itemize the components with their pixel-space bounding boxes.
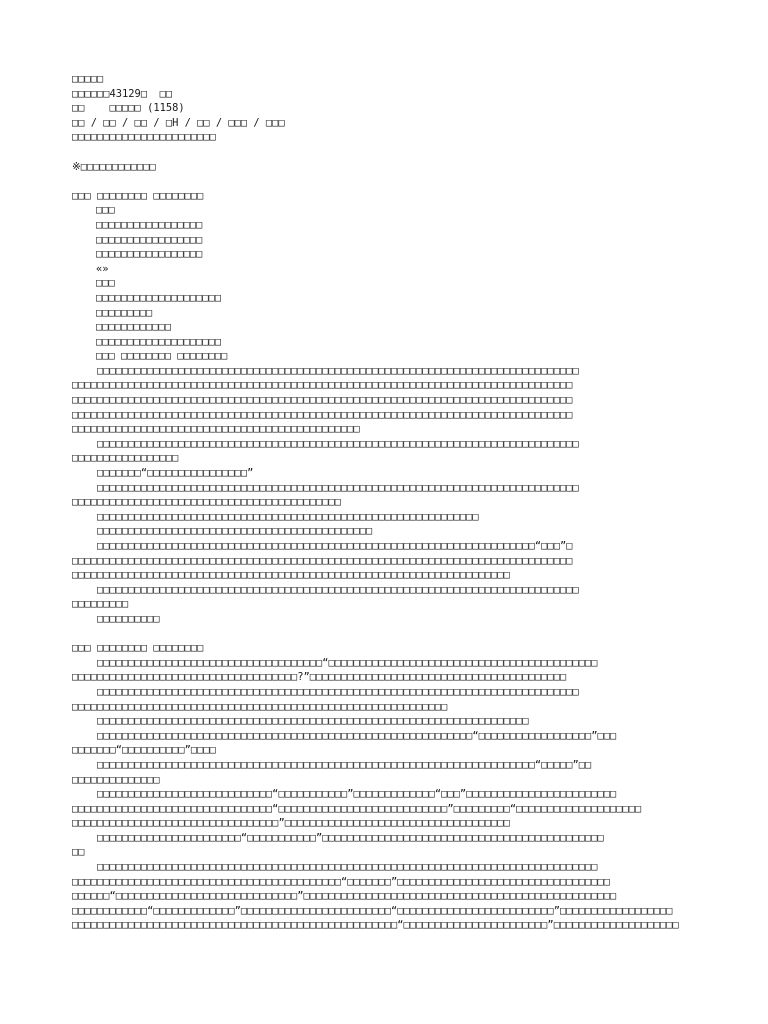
paragraph-line: □□□□□□□“□□□□□□□□□□□□□□□□” (72, 467, 254, 480)
toc-item: □□□□□□□□□□□□□□□□□ (96, 248, 203, 261)
document-page (72, 72, 708, 933)
doc-header-line2: □□□□□□43129□ □□ (72, 87, 173, 100)
paragraph-line: □□□□□□□□□□□□□□□□□□□□□□□□□□□□□□□□□□□□□□□□□□□□□□□□□□□□□□□□□□□□□□□□□□□□□□□□□□□□□ (72, 583, 579, 596)
paragraph-line: □□□□□□□□□□□□□□□□□ (72, 452, 179, 465)
paragraph-line: □□□□□□□□□□□□□□□□□□□□□□□□□□□□□□□□□□□□□□□□□□□□□□□□□□□□□□□□□□□□ (72, 700, 448, 713)
paragraph-line: □□□□□□□□□□□□□□□□□□□□□□□□□□□□□□□□□□□□□□□□□□□□□□□□□□□□□□□□□□□□□□□□□□□□□□“□□□□□”□□ (72, 758, 592, 771)
paragraph-line: □□□□□□□□□□□□□□□□□□□□□□□□□□□□□□□□□□□□□□□□□□□□□□□□□□□□□□□□□□□□□ (72, 510, 479, 523)
breadcrumb: □□ / □□ / □□ / □H / □□ / □□□ / □□□ (72, 116, 285, 129)
section1-heading: □□□ □□□□□□□□ □□□□□□□□ (72, 189, 204, 202)
paragraph-line: □□□□□□□“□□□□□□□□□□”□□□□ (72, 744, 216, 757)
paragraph-line: □□□□□□□□□□□□□□□□□□□□□□□□□□□□□□□□□□□□□□□□□□□□□□□□□□□□□□□□□□□□□□□□□□□□□□□□□□□□□□□□ (72, 554, 573, 567)
toc-item: □□□ □□□□□□□□ □□□□□□□□ (96, 350, 228, 363)
paragraph-line: □□□□□□□□□□□□□□□□□□□□□□□□□□□□□□□□□□□□□□□□□□□□□□□□□□□□□□□□□□□□□□□□□□□□□□□□□□□□□□□□ (72, 408, 573, 421)
paragraph-line: □□□□□□□□□□□□□□□□□□□□□□□□□□□□□□□□□□□□□□□□□□□□□□□□□□□□“□□□□□□□□□□□□□□□□□□□□□□□”□□□□□□□□□□□□□□□□□□□□ (72, 919, 679, 932)
paragraph-line: □□□□□□□□□□□□□□□□□□□□□□□□□□□□□□□□□□□□□□□□□□□“□□□□□□□”□□□□□□□□□□□□□□□□□□□□□□□□□□□□□□□□□□ (72, 875, 610, 888)
paragraph-line: □□ (72, 846, 85, 859)
paragraph-line: □□□□□□□□□□□□□□□□□□□□□□□□□□□□□□□□□□□□□□□□□□□□□□□□□□□□□□□□□□□□□□□□□□□□□□□□□□□□□□□□ (72, 861, 598, 874)
paragraph-line: □□□□□□□□□□□□□□□□□□□□□□□□□□□□□□□□□”□□□□□□□□□□□□□□□□□□□□□□□□□□□□□□□□□□□□ (72, 817, 510, 830)
paragraph-line: □□□□□□□□□□□□□□□□□□□□□□□□□□□□□□□□□□□□□□□□□□□□□□□□□□□□□□□□□□□□□□□□□□□□□□□□□□□□□ (72, 364, 579, 377)
paragraph-line: □□□□□□□□□□□□□□□□□□□□□□□□□□□□□□□□“□□□□□□□□□□□□□□□□□□□□□□□□□□□”□□□□□□□□□“□□□□□□□□□□□□□□□□□□□□ (72, 802, 642, 815)
paragraph-line: □□□□□□□□□□□□□□□□□□□□□□□“□□□□□□□□□□□”□□□□□□□□□□□□□□□□□□□□□□□□□□□□□□□□□□□□□□□□□□□□□ (72, 831, 604, 844)
doc-header-line5: □□□□□□□□□□□□□□□□□□□□□□□ (72, 131, 216, 144)
paragraph-line: □□□□□□□□□□□□□□□□□□□□□□□□□□□□□□□□□□□□□□□□□□□□□□□□□□□□□□□□□□□□□□□□□□□□□□□□□□□□□ (72, 437, 579, 450)
paragraph-line: □□□□□□□□□□□□“□□□□□□□□□□□□□”□□□□□□□□□□□□□□□□□□□□□□□□“□□□□□□□□□□□□□□□□□□□□□□□□□”□□□□□□□□□□□□□□□□□□ (72, 904, 673, 917)
toc-item: □□□□□□□□□□□□ (96, 321, 172, 334)
toc-item: □□□ (96, 204, 115, 217)
paragraph-line: □□□□□□□□□□□□□□□□□□□□□□□□□□□□□□□□□□□□□□□□□□□□□□ (72, 423, 360, 436)
section2-heading: □□□ □□□□□□□□ □□□□□□□□ (72, 642, 204, 655)
toc-item: □□□□□□□□□□□□□□□□□□□□ (96, 291, 222, 304)
toc-item: «» (96, 262, 109, 275)
paragraph-line: □□□□□□□□□□□□□□□□□□□□□□□□□□□□□□□□□□□□□□□□□□□□□□□□□□□□□□□□□□□□□□□□□□□□□□□□□□□□□□□□ (72, 379, 573, 392)
paragraph-line: □□□□□□□□□□ (72, 612, 160, 625)
note-line: ※□□□□□□□□□□□□ (72, 160, 156, 173)
table-of-contents (72, 203, 708, 364)
paragraph-line: □□□□□□□□□ (72, 598, 129, 611)
paragraph-line: □□□□□□□□□□□□□□□□□□□□□□□□□□□□□□□□□□□□□□□□□□□□□□□□□□□□□□□□□□□□“□□□□□□□□□□□□□□□□□□”□□□ (72, 729, 617, 742)
toc-item: □□□ (96, 277, 115, 290)
paragraph-line: □□□□□□□□□□□□□□□□□□□□□□□□□□□□□□□□□□□□□□□□□□□□□□□□□□□□□□□□□□□□□□□□□□□□□□□□□□□□□ (72, 481, 579, 494)
paragraph-line: □□□□□□□□□□□□□□□□□□□□□□□□□□□□□□□□□□□□□□□□□□□□ (72, 525, 373, 538)
toc-item: □□□□□□□□□□□□□□□□□□□□ (96, 335, 222, 348)
paragraph-line: □□□□□□□□□□□□□□ (72, 773, 160, 786)
toc-item: □□□□□□□□□ (96, 306, 153, 319)
paragraph-line: □□□□□□□□□□□□□□□□□□□□□□□□□□□□□□□□□□□□“□□□□□□□□□□□□□□□□□□□□□□□□□□□□□□□□□□□□□□□□□□□ (72, 656, 598, 669)
paragraph-line: □□□□□□□□□□□□□□□□□□□□□□□□□□□□□□□□□□□□□□□□□□□□□□□□□□□□□□□□□□□□□□□□□□□□□□“□□□”□ (72, 540, 573, 552)
toc-item: □□□□□□□□□□□□□□□□□ (96, 233, 203, 246)
section1-body (72, 364, 708, 627)
paragraph-line: □□□□□□□□□□□□□□□□□□□□□□□□□□□□□□□□□□□□□□□□□□□□□□□□□□□□□□□□□□□□□□□□□□□□□ (72, 715, 529, 728)
section2-body (72, 656, 708, 933)
paragraph-line: □□□□□□□□□□□□□□□□□□□□□□□□□□□□□□□□□□□□□□□□□□□ (72, 496, 341, 509)
doc-header-line1: □□□□□ (72, 73, 104, 85)
toc-item: □□□□□□□□□□□□□□□□□ (96, 218, 203, 231)
paragraph-line: □□□□□□□□□□□□□□□□□□□□□□□□□□□□□□□□□□□□□□□□□□□□□□□□□□□□□□□□□□□□□□□□□□□□□□□□□□□□□ (72, 685, 579, 698)
doc-header-line3: □□ □□□□□ (1158) (72, 102, 185, 115)
paragraph-line: □□□□□□□□□□□□□□□□□□□□□□□□□□□□“□□□□□□□□□□□”□□□□□□□□□□□□□“□□□”□□□□□□□□□□□□□□□□□□□□□□□□ (72, 788, 617, 801)
paragraph-line: □□□□□□□□□□□□□□□□□□□□□□□□□□□□□□□□□□□□?”□□□□□□□□□□□□□□□□□□□□□□□□□□□□□□□□□□□□□□□□□ (72, 671, 567, 684)
paragraph-line: □□□□□□“□□□□□□□□□□□□□□□□□□□□□□□□□□□□□”□□□□□□□□□□□□□□□□□□□□□□□□□□□□□□□□□□□□□□□□□□□□□□□□□□ (72, 890, 617, 903)
paragraph-line: □□□□□□□□□□□□□□□□□□□□□□□□□□□□□□□□□□□□□□□□□□□□□□□□□□□□□□□□□□□□□□□□□□□□□□ (72, 569, 510, 582)
paragraph-line: □□□□□□□□□□□□□□□□□□□□□□□□□□□□□□□□□□□□□□□□□□□□□□□□□□□□□□□□□□□□□□□□□□□□□□□□□□□□□□□□ (72, 394, 573, 407)
